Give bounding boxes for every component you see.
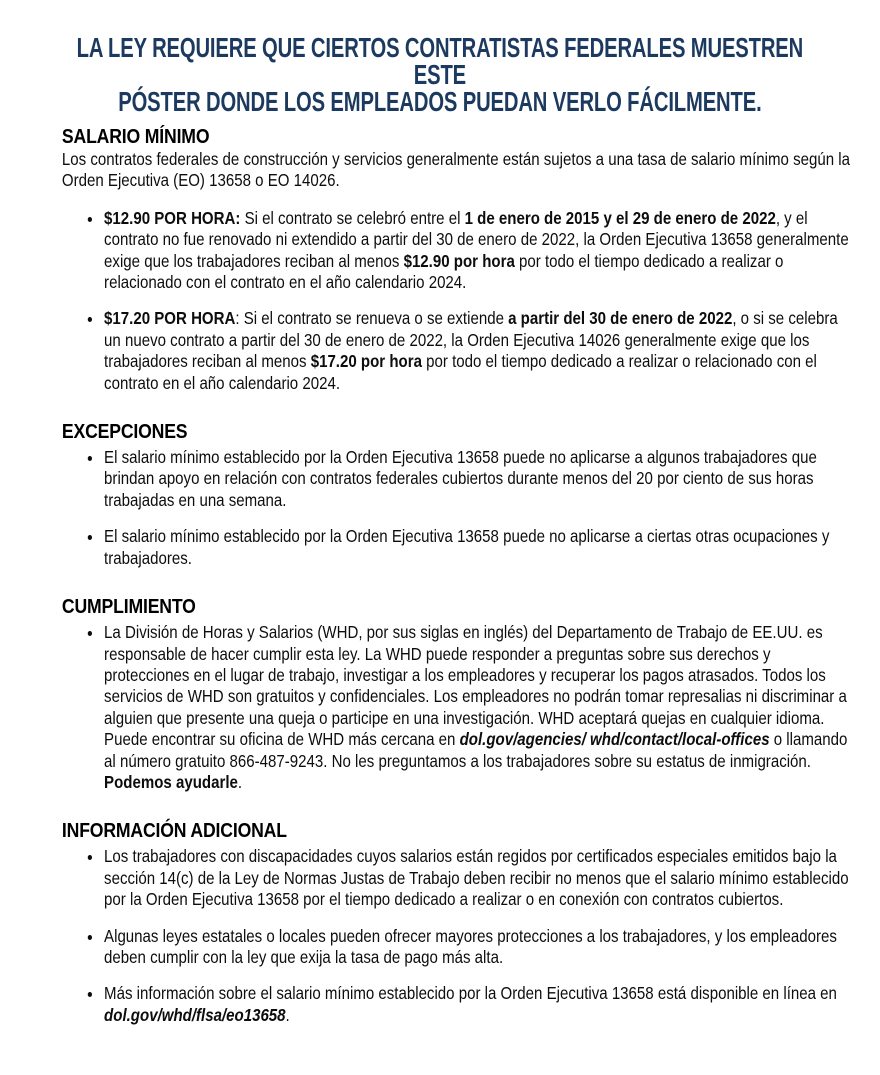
bullet-item — [102, 447, 855, 511]
section-heading: SALARIO MÍNIMO — [61, 125, 210, 148]
section-bullet-list — [62, 208, 855, 394]
text-run: . — [237, 771, 243, 792]
text-run: Más información sobre el salario mínimo establecido por la Orden Ejecutiva 13658 está disponible en línea en — [104, 983, 837, 1004]
section-bullet-list — [62, 447, 855, 569]
eo13658-url: dol.gov/whd/flsa/eo13658 — [104, 1004, 286, 1025]
text-run: o llamando al número gratuito 866-487-9243. No les preguntamos a los trabajadores sobre su estatus de inmigración. — [104, 729, 848, 771]
bullet-item — [102, 308, 855, 394]
text-run: Algunas leyes estatales o locales pueden ofrecer mayores protecciones a los trabajadores, y los empleadores deben cumplir con la ley que exija la tasa de pago más alta. — [104, 925, 837, 967]
poster-title — [70, 34, 809, 115]
whd-local-offices-url: dol.gov/agencies/ whd/contact/local-offices — [459, 729, 770, 750]
poster-title-line-1: LA LEY REQUIERE QUE CIERTOS CONTRATISTAS FEDERALES MUESTREN ESTE — [76, 32, 804, 90]
text-run: , o si se celebra un nuevo contrato a partir del 30 de enero de 2022, la Orden Ejecutiva 14026 generalmente exige que los trabajadores reciban al menos — [104, 308, 838, 372]
text-run: por todo el tiempo dedicado a realizar o relacionado con el contrato en el año calendario 2024. — [104, 250, 784, 293]
bullet-item — [102, 208, 855, 294]
text-run: a partir del 30 de enero de 2022 — [508, 308, 733, 329]
text-run: La División de Horas y Salarios (WHD, por sus siglas en inglés) del Departamento de Trabajo de EE.UU. es responsable de hacer cumplir esta ley. La WHD puede responder a preguntas sobre sus derechos y protecciones en el lugar de trabajo, investigar a los empleadores y recuperar los pagos atrasados. Todos los servicios de WHD son gratuitos y confidenciales. Los empleadores no podrán tomar represalias ni discriminar a alguien que presente una queja o participe en una investigación. WHD aceptará quejas en cualquier idioma. Puede encontrar su oficina de WHD más cercana en — [104, 622, 847, 750]
section-salario-minimo — [62, 125, 855, 394]
text-run: : Si el contrato se renueva o se extiende — [235, 308, 509, 329]
text-run: $12.90 por hora — [403, 250, 515, 271]
text-run: Los trabajadores con discapacidades cuyos salarios están regidos por certificados especiales emitidos bajo la sección 14(c) de la Ley de Normas Justas de Trabajo deben recibir no menos que el salario mínimo establecido por la Orden Ejecutiva 13658 por el tiempo dedicado a realizar o en conexión con contratos cubiertos. — [104, 846, 849, 910]
section-heading: CUMPLIMIENTO — [61, 595, 196, 619]
bullet-item — [102, 983, 855, 1026]
text-run: 1 de enero de 2015 y el 29 de enero de 2022 — [464, 207, 776, 228]
text-run: Podemos ayudarle — [104, 771, 238, 792]
text-run: por todo el tiempo dedicado a realizar o relacionado con el contrato en el año calendario 2024. — [104, 351, 817, 393]
section-cumplimiento — [62, 595, 855, 793]
section-heading: EXCEPCIONES — [61, 420, 188, 444]
bullet-item — [102, 926, 855, 969]
section-informacion-adicional — [62, 819, 855, 1026]
bullet-item — [102, 846, 855, 910]
sections-container — [0, 125, 880, 1026]
text-run: , y el contrato no fue renovado ni extendido a partir del 30 de enero de 2022, la Orden Ejecutiva 13658 generalmente exige que los trabajadores reciban al menos — [104, 207, 849, 271]
bullet-item — [102, 526, 855, 569]
section-heading: INFORMACIÓN ADICIONAL — [61, 819, 287, 843]
text-run: $12.90 POR HORA: — [104, 207, 241, 228]
text-run: Si el contrato se celebró entre el — [240, 207, 465, 228]
section-intro: Los contratos federales de construcción y servicios generalmente están sujetos a una tasa de salario mínimo según la Orden Ejecutiva (EO) 13658 o EO 14026. — [61, 149, 850, 191]
poster-title-line-2: PÓSTER DONDE LOS EMPLEADOS PUEDAN VERLO FÁCILMENTE. — [118, 86, 762, 117]
text-run: . — [285, 1004, 290, 1025]
section-bullet-list — [62, 622, 855, 793]
section-bullet-list — [62, 846, 855, 1026]
text-run: $17.20 por hora — [310, 351, 422, 372]
text-run: El salario mínimo establecido por la Orden Ejecutiva 13658 puede no aplicarse a algunos trabajadores que brindan apoyo en relación con contratos federales cubiertos durante menos del 20 por ciento de sus horas trabajadas en una semana. — [104, 447, 817, 510]
bullet-item — [102, 622, 855, 793]
text-run: $17.20 POR HORA — [104, 308, 236, 329]
text-run: El salario mínimo establecido por la Orden Ejecutiva 13658 puede no aplicarse a ciertas otras ocupaciones y trabajadores. — [104, 526, 830, 568]
poster-page — [0, 34, 880, 1026]
section-excepciones — [62, 420, 855, 569]
